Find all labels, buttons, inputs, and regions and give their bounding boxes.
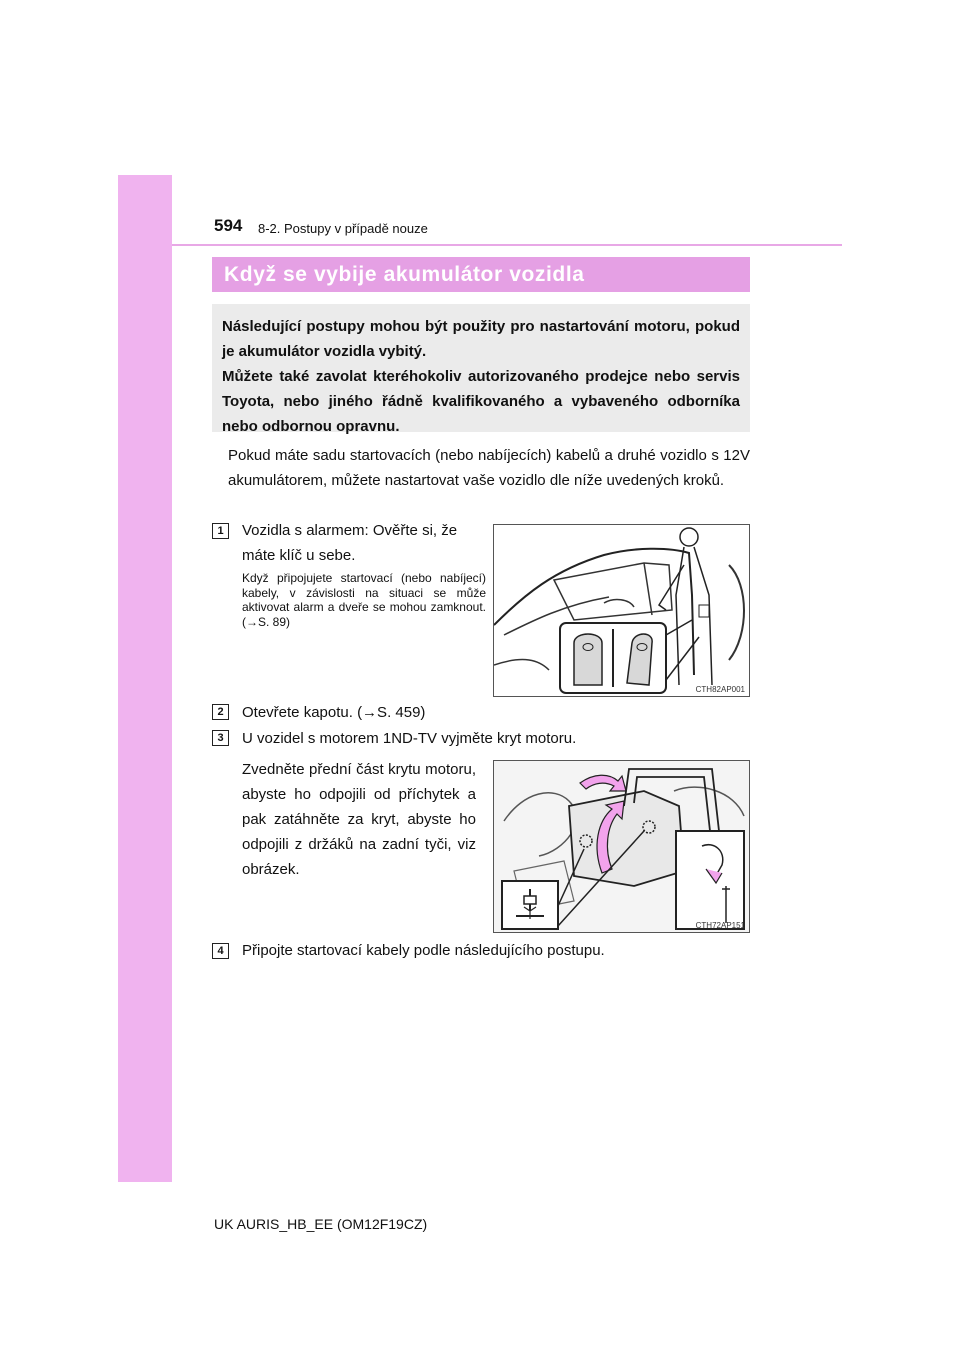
car-key-illustration bbox=[494, 525, 750, 697]
step-number-2: 2 bbox=[212, 704, 229, 720]
section-title: Když se vybije akumulátor vozidla bbox=[212, 257, 750, 292]
intro-box bbox=[212, 304, 750, 435]
step-number-4: 4 bbox=[212, 943, 229, 959]
step-1-text-line2: máte klíč u sebe. bbox=[242, 547, 356, 564]
step-3-text: U vozidel s motorem 1ND-TV vyjměte kryt motoru. bbox=[242, 730, 577, 747]
engine-cover-illustration bbox=[494, 761, 750, 933]
figure-car-key bbox=[493, 524, 750, 697]
figure-engine-cover bbox=[493, 760, 750, 933]
intro-line-1: Následující postupy mohou být použity pro nastartování motoru, pokud je akumulátor vozidla vybitý. bbox=[222, 318, 740, 360]
intro-paragraph: Pokud máte sadu startovacích (nebo nabíjecích) kabelů a druhé vozidlo s 12V akumulátorem, můžete nastartovat vaše vozidlo dle níže uvedených kroků. bbox=[228, 447, 750, 489]
side-thumb-band bbox=[118, 175, 172, 1182]
footer-model-code: UK AURIS_HB_EE (OM12F19CZ) bbox=[214, 1216, 428, 1232]
step-4-text: Připojte startovací kabely podle následujícího postupu. bbox=[242, 942, 605, 959]
figure-code-1: CTH82AP001 bbox=[695, 685, 745, 694]
step-number-1: 1 bbox=[212, 523, 229, 539]
intro-line-2: Můžete také zavolat kteréhokoliv autorizovaného prodejce nebo servis Toyota, nebo jiného řádně kvalifikovaného a vybaveného odborníka nebo odbornou opravnu. bbox=[222, 368, 740, 435]
step-number-3: 3 bbox=[212, 730, 229, 746]
step-3-detail: Zvedněte přední část krytu motoru, abyste ho odpojili od příchytek a pak zatáhněte za kryt, abyste ho odpojili z držáků na zadní tyči, viz obrázek. bbox=[242, 761, 476, 878]
header-rule bbox=[172, 244, 842, 246]
step-1-text-line1: Vozidla s alarmem: Ověřte si, že bbox=[242, 522, 458, 539]
step-2-text: Otevřete kapotu. (→S. 459) bbox=[242, 704, 426, 721]
page-number: 594 bbox=[214, 216, 243, 235]
chapter-title: 8-2. Postupy v případě nouze bbox=[258, 221, 428, 236]
figure-code-3: CTH72AP151 bbox=[695, 921, 745, 930]
step-1-note: Když připojujete startovací (nebo nabíjecí) kabely, v závislosti na situaci se může aktivovat alarm a dveře se mohou zamknout. (→S. 89) bbox=[242, 571, 486, 629]
